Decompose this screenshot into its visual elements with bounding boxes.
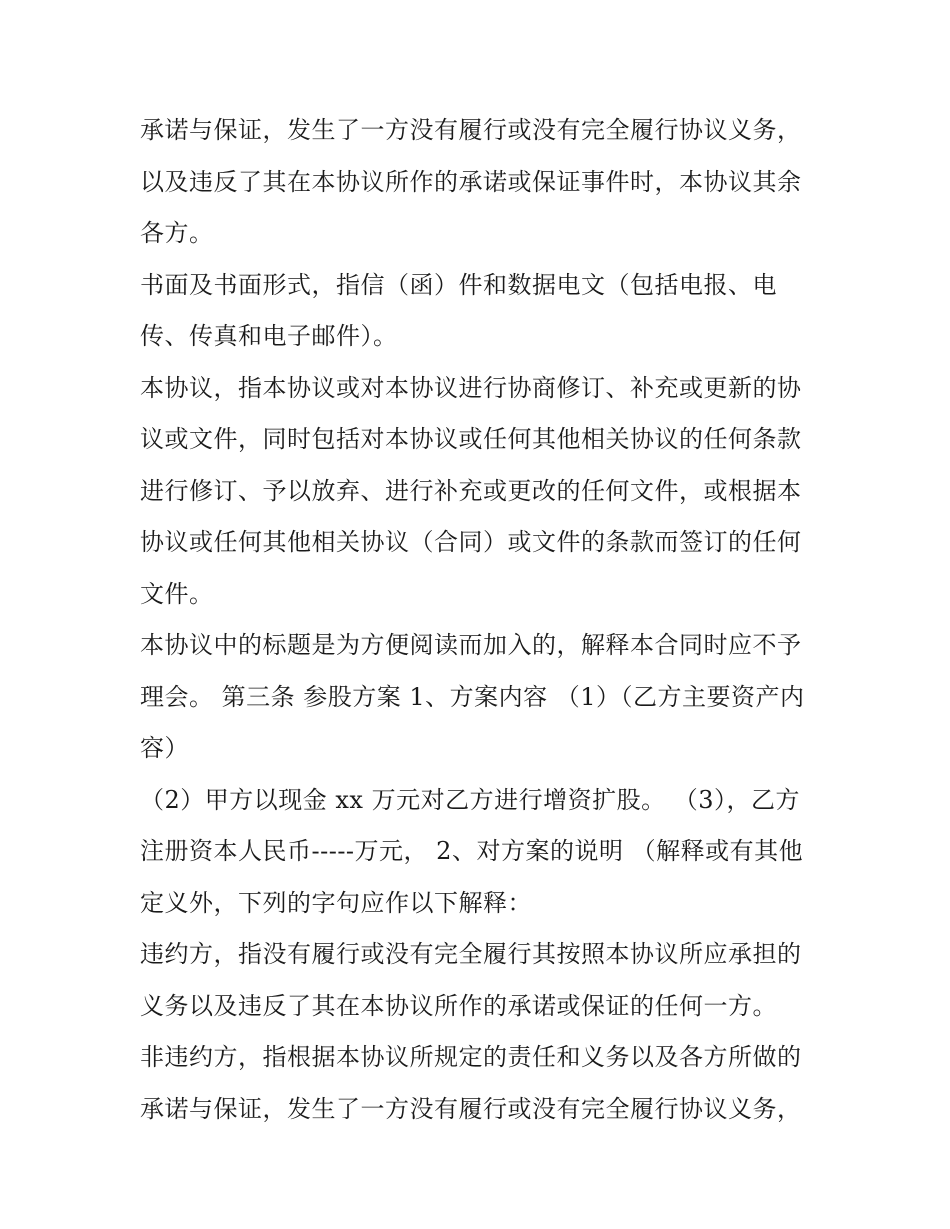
text-line: 以及违反了其在本协议所作的承诺或保证事件时，本协议其余	[140, 167, 802, 196]
text-line: 注册资本人民币-----万元， 2、对方案的说明 （解释或有其他	[140, 837, 804, 865]
text-line: 承诺与保证，发生了一方没有履行或没有完全履行协议义务，	[140, 116, 802, 144]
text-line: 定义外，下列的字句应作以下解释：	[140, 888, 532, 917]
text-line: 协议或任何其他相关协议（合同）或文件的条款而签订的任何	[140, 528, 802, 556]
text-line: 理会。 第三条 参股方案 1、方案内容 （1）（乙方主要资产内	[140, 682, 805, 711]
text-line: 书面及书面形式，指信（函）件和数据电文（包括电报、电	[140, 270, 777, 299]
text-line: 非违约方，指根据本协议所规定的责任和义务以及各方所做的	[140, 1043, 802, 1071]
text-line: 义务以及违反了其在本协议所作的承诺或保证的任何一方。	[140, 991, 777, 1020]
text-line: 本协议，指本协议或对本协议进行协商修订、补充或更新的协	[140, 373, 802, 402]
text-line: 违约方，指没有履行或没有完全履行其按照本协议所应承担的	[140, 940, 802, 968]
text-line: 容）	[140, 734, 189, 762]
text-line: 议或文件，同时包括对本协议或任何其他相关协议的任何条款	[140, 425, 802, 453]
text-line: 进行修订、予以放弃、进行补充或更改的任何文件，或根据本	[140, 476, 802, 505]
text-line: （2）甲方以现金 xx 万元对乙方进行增资扩股。 （3），乙方	[140, 785, 800, 814]
text-line: 本协议中的标题是为方便阅读而加入的，解释本合同时应不予	[140, 631, 802, 659]
document-body	[140, 105, 816, 1135]
text-line: 各方。	[140, 219, 214, 247]
text-line: 承诺与保证，发生了一方没有履行或没有完全履行协议义务，	[140, 1094, 802, 1123]
text-line: 文件。	[140, 579, 214, 608]
text-line: 传、传真和电子邮件）。	[140, 322, 398, 350]
